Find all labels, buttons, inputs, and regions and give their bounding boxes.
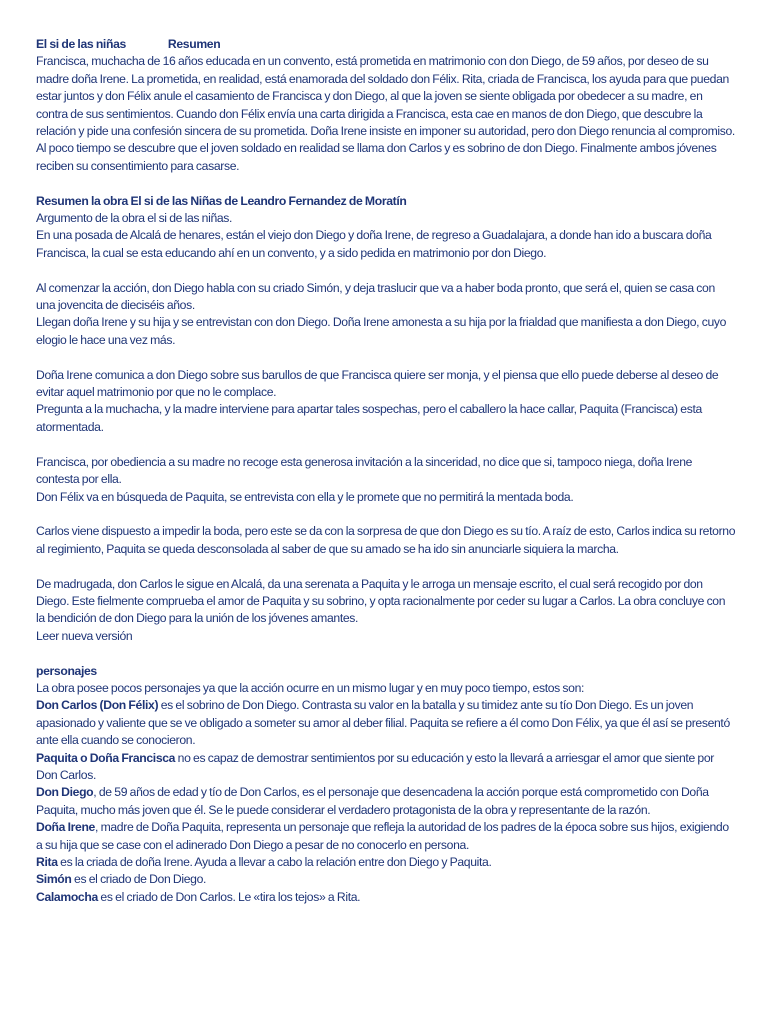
character-desc: es el sobrino de Don Diego. Contrasta su valor en la batalla y su timidez ante su tío Don Diego. Es un joven apasionado y valiente que se ve obligado a someter su amor al deber filial. Paquita se refiere a él como Don Félix, ya que él así se presentó ante ella cuando se conocieron. [36, 698, 730, 748]
spacer [36, 175, 736, 192]
spacer [36, 506, 736, 523]
characters-heading: personajes [36, 663, 97, 678]
spacer [36, 645, 736, 662]
spacer [36, 436, 736, 453]
character-item [36, 854, 736, 871]
paragraph-3: Llegan doña Irene y su hija y se entrevistan con don Diego. Doña Irene amonesta a su hija por la frialdad que manifiesta a don Diego, cuyo elogio le hace una vez más. [36, 315, 727, 347]
doc-title: El si de las niñas [36, 37, 126, 51]
character-desc: , de 59 años de edad y tío de Don Carlos, es el personaje que desencadena la acción porque está comprometido con Doña Paquita, mucho más joven que él. Se le puede considerar el verdadero protagonista de la obra y representante de la razón. [36, 785, 709, 817]
paragraph-1: En una posada de Alcalá de henares, están el viejo don Diego y doña Irene, de regreso a Guadalajara, a donde han ido a buscara doña Francisca, la cual se esta educando ahí en un convento, y a sido pedida en matrimonio por don Diego. [36, 228, 712, 260]
spacer [36, 558, 736, 575]
character-name: Doña Irene [36, 820, 95, 835]
character-item [36, 750, 736, 785]
character-name: Simón [36, 872, 72, 887]
read-new-version-link[interactable]: Leer nueva versión [36, 628, 133, 643]
character-item [36, 784, 736, 819]
intro-paragraph: Francisca, muchacha de 16 años educada en un convento, está prometida en matrimonio con don Diego, de 59 años, por deseo de su madre doña Irene. La prometida, en realidad, está enamorada del soldado don Félix. Rita, criada de Francisca, los ayuda para que puedan estar juntos y don Félix anule el casamiento de Francisca y don Diego, al que la joven se siente obligada por obedecer a su madre, en contra de sus sentimientos. Cuando don Félix envía una carta dirigida a Francisca, esta cae en manos de don Diego, que descubre la relación y pide una confesión sincera de su prometida. Doña Irene insiste en imponer su autoridad, pero don Diego renuncia al compromiso. Al poco tiempo se descubre que el joven soldado en realidad se llama don Carlos y es sobrino de don Diego. Finalmente ambos jóvenes reciben su consentimiento para casarse. [36, 54, 735, 173]
character-desc: , madre de Doña Paquita, representa un personaje que refleja la autoridad de los padres de la época sobre sus hijos, exigiendo a su hija que se case con el adinerado Don Diego a pesar de no conocerlo en persona. [36, 820, 729, 852]
document-body [36, 36, 736, 906]
paragraph-7: Don Félix va en búsqueda de Paquita, se entrevista con ella y le promete que no permitirá la mentada boda. [36, 489, 574, 504]
paragraph-9: De madrugada, don Carlos le sigue en Alcalá, da una serenata a Paquita y le arroga un mensaje escrito, el cual será recogido por don Diego. Este fielmente comprueba el amor de Paquita y su sobrino, y opta racionalmente por ceder su lugar a Carlos. La obra concluye con la bendición de don Diego para la unión de los jóvenes amantes. [36, 576, 726, 626]
paragraph-6: Francisca, por obediencia a su madre no recoge esta generosa invitación a la sinceridad, no dice que si, tampoco niega, doña Irene contesta por ella. [36, 454, 693, 487]
section-heading: Resumen la obra El si de las Niñas de Leandro Fernandez de Moratín [36, 193, 407, 208]
character-desc: es la criada de doña Irene. Ayuda a llevar a cabo la relación entre don Diego y Paquita. [57, 854, 492, 869]
argument-heading: Argumento de la obra el si de las niñas. [36, 211, 233, 226]
character-name: Paquita o Doña Francisca [36, 750, 176, 765]
characters-intro: La obra posee pocos personajes ya que la acción ocurre en un mismo lugar y en muy poco tiempo, estos son: [36, 680, 585, 695]
character-name: Don Carlos (Don Félix) [36, 698, 159, 713]
spacer [36, 349, 736, 366]
summary-heading: Resumen [167, 37, 221, 51]
character-item [36, 819, 736, 854]
paragraph-8: Carlos viene dispuesto a impedir la boda, pero este se da con la sorpresa de que don Diego es su tío. A raíz de esto, Carlos indica su retorno al regimiento, Paquita se queda desconsolada al saber de que su amado se ha ido sin anunciarle siquiera la marcha. [36, 524, 736, 556]
character-name: Rita [36, 854, 58, 869]
paragraph-2: Al comenzar la acción, don Diego habla con su criado Simón, y deja traslucir que va a haber boda pronto, que será el, quien se casa con una jovencita de dieciséis años. [36, 280, 715, 313]
paragraph-5: Pregunta a la muchacha, y la madre interviene para apartar tales sospechas, pero el caballero la hace callar, Paquita (Francisca) esta atormentada. [36, 402, 702, 434]
spacer [36, 262, 736, 279]
character-item [36, 697, 736, 749]
paragraph-4: Doña Irene comunica a don Diego sobre sus barullos de que Francisca quiere ser monja, y el piensa que ello puede deberse al deseo de evitar aquel matrimonio por que no le complace. [36, 367, 719, 400]
header-row [36, 36, 736, 53]
character-item [36, 889, 736, 906]
character-item [36, 871, 736, 888]
character-desc: es el criado de Don Diego. [71, 872, 207, 887]
character-name: Calamocha [36, 889, 98, 904]
character-desc: es el criado de Don Carlos. Le «tira los tejos» a Rita. [97, 889, 361, 904]
character-name: Don Diego [36, 785, 94, 800]
character-desc: no es capaz de demostrar sentimientos por su educación y esto la llevará a arriesgar el amor que siente por Don Carlos. [36, 750, 714, 782]
